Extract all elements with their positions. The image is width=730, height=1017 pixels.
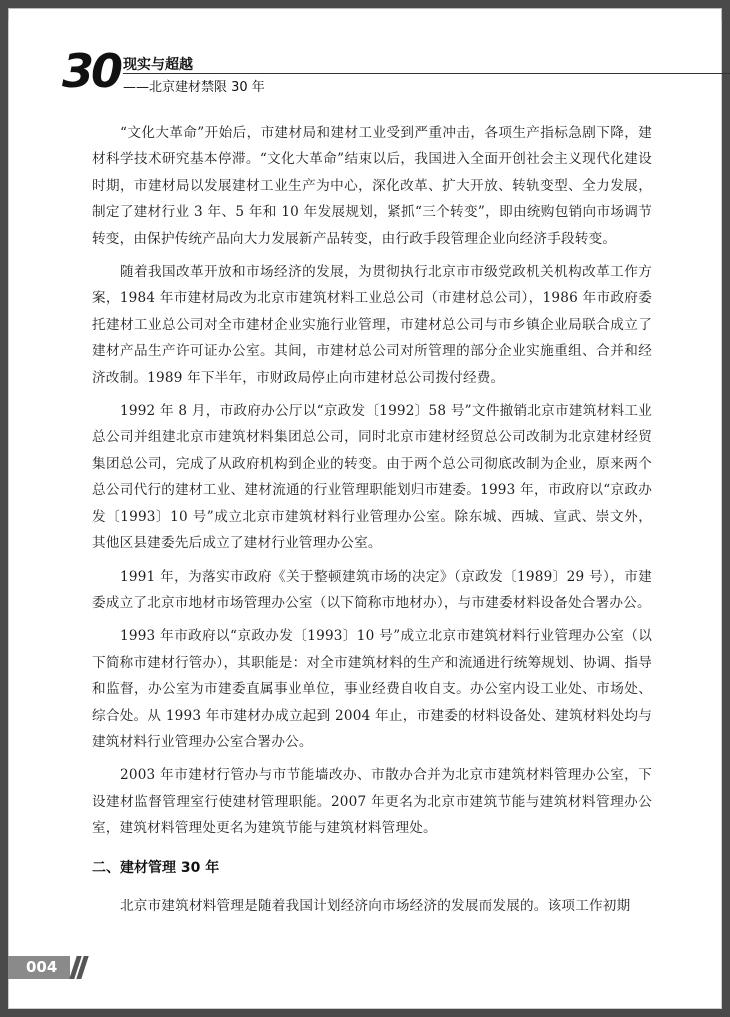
page-frame-inner-top [8, 8, 722, 20]
page-body [92, 120, 652, 926]
running-header [62, 44, 702, 100]
header-book-number: 30 [62, 44, 121, 98]
header-book-title: 现实与超越 [123, 57, 193, 73]
paragraph-4: 1991 年，为落实市政府《关于整顿建筑市场的决定》（京政发〔1989〕29 号），市建委成立了北京市地材市场管理办公室（以下简称市地材办），与市建委材料设备处合署办公。 [92, 568, 652, 611]
header-rule [123, 73, 730, 74]
paragraph-7: 北京市建筑材料管理是随着我国计划经济向市场经济的发展而发展的。该项工作初期 [120, 897, 631, 914]
paragraph-6: 2003 年市建材行管办与市节能墙改办、市散办合并为北京市建筑材料管理办公室，下设建材监督管理室行使建材管理职能。2007 年更名为北京市建筑节能与建筑材料管理办公室，建筑材料管理处更名为建筑节能与建筑材料管理处。 [92, 767, 652, 837]
paragraph-5: 1993 年市政府以“京政办发〔1993〕10 号”成立北京市建筑材料行业管理办公室（以下简称市建材行管办），其职能是：对全市建筑材料的生产和流通进行统筹规划、协调、指导和监督，办公室为市建委直属事业单位，事业经费自收自支。办公室内设工业处、市场处、综合处。从 1993 年市建材办成立起到 2004 年止，市建委的材料设备处、建筑材料处均与建筑材料行业管理办公室合署办公。 [92, 628, 652, 750]
header-book-subtitle: ——北京建材禁限 30 年 [123, 80, 265, 95]
page-number: 004 [26, 958, 58, 976]
paragraph-2: 随着我国改革开放和市场经济的发展，为贯彻执行北京市市级党政机关机构改革工作方案，1984 年市建材局改为北京市建筑材料工业总公司（市建材总公司），1986 年市政府委托建材工业总公司对全市建材企业实施行业管理，市建材总公司与市乡镇企业局联合成立了建材产品生产许可证办公室。其间，市建材总公司对所管理的部分企业实施重组、合并和经济改制。1989 年下半年，市财政局停止向市建材总公司拨付经费。 [92, 264, 652, 386]
page-frame-left [0, 20, 8, 1017]
page-frame-right [722, 20, 730, 1017]
section-heading: 二、建材管理 30 年 [92, 859, 220, 876]
page-frame-bottom [0, 1009, 730, 1017]
paragraph-1: “文化大革命”开始后，市建材局和建材工业受到严重冲击，各项生产指标急剧下降，建材科学技术研究基本停滞。“文化大革命”结束以后，我国进入全面开创社会主义现代化建设时期，市建材局以发展建材工业生产为中心，深化改革、扩大开放、转轨变型、全力发展，制定了建材行业 3 年、5 年和 10 年发展规划，紧抓“三个转变”，即由统购包销向市场调节转变，由保护传统产品向大力发展新产品转变，由行政手段管理企业向经济手段转变。 [92, 125, 652, 247]
paragraph-3: 1992 年 8 月，市政府办公厅以“京政发〔1992〕58 号”文件撤销北京市建筑材料工业总公司并组建北京市建筑材料集团总公司，同时北京市建材经贸总公司改制为北京建材经贸集团总公司，完成了从政府机构到企业的转变。由于两个总公司彻底改制为企业，原来两个总公司代行的建材工业、建材流通的行业管理职能划归市建委。1993 年，市政府以“京政办发〔1993〕10 号”成立北京市建筑材料行业管理办公室。除东城、西城、宣武、崇文外，其他区县建委先后成立了建材行业管理办公室。 [92, 403, 652, 552]
